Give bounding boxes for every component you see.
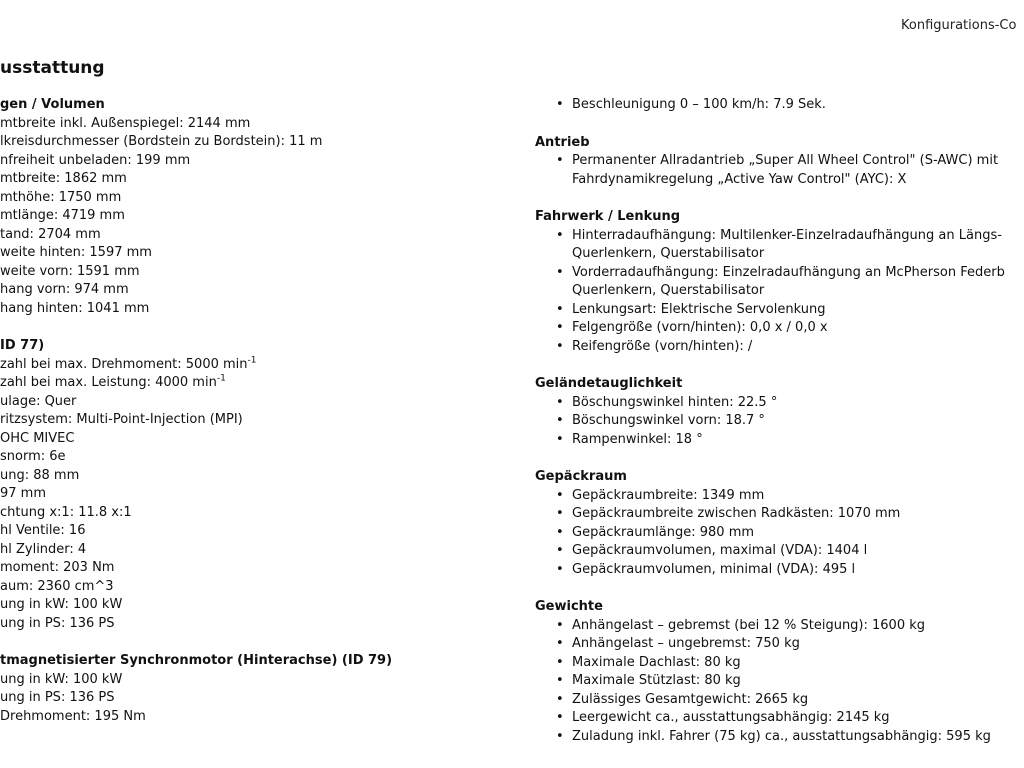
spec-line: OHC MIVEC xyxy=(0,430,75,446)
list-item: • Böschungswinkel hinten: 22.5 ° xyxy=(535,394,1024,413)
section-title-luggage: Gepäckraum xyxy=(535,469,627,484)
spec-line: weite vorn: 1591 mm xyxy=(0,263,140,279)
section-title-drivetrain: Antrieb xyxy=(535,134,590,150)
list-item: • Gepäckraumlänge: 980 mm xyxy=(535,524,1024,543)
chassis-list xyxy=(535,227,1024,357)
section-title-offroad: Geländetauglichkeit xyxy=(535,376,683,391)
list-item: • Gepäckraumvolumen, minimal (VDA): 495 l xyxy=(535,561,1024,580)
spec-line: ulage: Quer xyxy=(0,393,77,409)
spec-line: ritzsystem: Multi-Point-Injection (MPI) xyxy=(0,412,243,427)
list-item: • Reifengröße (vorn/hinten): / xyxy=(535,338,1024,357)
spec-line: moment: 203 Nm xyxy=(0,560,115,575)
spec-line: mtbreite inkl. Außenspiegel: 2144 mm xyxy=(0,115,251,131)
superscript: -1 xyxy=(216,373,226,384)
spec-line: mthöhe: 1750 mm xyxy=(0,189,122,205)
spec-line: ung in kW: 100 kW xyxy=(0,671,123,687)
spec-line: mtlänge: 4719 mm xyxy=(0,208,125,223)
spec-line: lkreisdurchmesser (Bordstein zu Bordstein): 11 m xyxy=(0,134,323,149)
list-item: Fahrdynamikregelung „Active Yaw Control" (AYC): X xyxy=(572,171,907,187)
luggage-list xyxy=(535,487,1024,580)
list-item: • Hinterradaufhängung: Multilenker-Einzelradaufhängung an Längs- xyxy=(535,227,1024,246)
page-title: usstattung xyxy=(0,58,105,78)
section-title-electric-motor: tmagnetisierter Synchronmotor (Hinterachse) (ID 79) xyxy=(0,653,393,668)
list-item: • Gepäckraumbreite: 1349 mm xyxy=(535,487,1024,506)
spec-line: hang hinten: 1041 mm xyxy=(0,300,150,316)
list-item: • Gepäckraumbreite zwischen Radkästen: 1070 mm xyxy=(535,505,1024,524)
list-item: • Beschleunigung 0 – 100 km/h: 7.9 Sek. xyxy=(535,96,1024,115)
spec-line: nfreiheit unbeladen: 199 mm xyxy=(0,152,191,168)
spec-line: ung: 88 mm xyxy=(0,467,80,483)
section-title-chassis: Fahrwerk / Lenkung xyxy=(535,209,681,224)
list-item: • Rampenwinkel: 18 ° xyxy=(535,431,1024,450)
list-item: • Böschungswinkel vorn: 18.7 ° xyxy=(535,412,1024,431)
section-title-weights: Gewichte xyxy=(535,599,603,614)
list-item: • Permanenter Allradantrieb „Super All Wheel Control" (S-AWC) mit xyxy=(535,152,1024,171)
spec-line: hl Ventile: 16 xyxy=(0,523,86,538)
list-item: • Maximale Stützlast: 80 kg xyxy=(535,672,1024,691)
spec-line: snorm: 6e xyxy=(0,449,66,464)
list-item: • Felgengröße (vorn/hinten): 0,0 x / 0,0 x xyxy=(535,319,1024,338)
offroad-list xyxy=(535,394,1024,450)
spec-line: ung in PS: 136 PS xyxy=(0,690,115,705)
list-item: • Gepäckraumvolumen, maximal (VDA): 1404 l xyxy=(535,542,1024,561)
spec-line-with-superscript xyxy=(0,356,520,375)
list-item: • Lenkungsart: Elektrische Servolenkung xyxy=(535,301,1024,320)
left-column xyxy=(0,96,520,726)
spec-line: mtbreite: 1862 mm xyxy=(0,171,127,186)
list-item: • Vorderradaufhängung: Einzelradaufhängung an McPherson Federb xyxy=(535,264,1024,283)
spec-line: tand: 2704 mm xyxy=(0,226,101,242)
spec-line-text: zahl bei max. Leistung: 4000 min xyxy=(0,375,217,390)
superscript: -1 xyxy=(247,355,257,366)
list-item: • Anhängelast – gebremst (bei 12 % Steigung): 1600 kg xyxy=(535,617,1024,636)
list-item: Querlenkern, Querstabilisator xyxy=(572,246,765,261)
list-item: • Leergewicht ca., ausstattungsabhängig: 2145 kg xyxy=(535,709,1024,728)
section-title-dimensions: gen / Volumen xyxy=(0,97,105,112)
list-item: Querlenkern, Querstabilisator xyxy=(572,283,765,298)
list-item: • Zuladung inkl. Fahrer (75 kg) ca., ausstattungsabhängig: 595 kg xyxy=(535,728,1024,747)
spec-line: hl Zylinder: 4 xyxy=(0,541,87,557)
spec-line: chtung x:1: 11.8 x:1 xyxy=(0,504,132,520)
spec-line: weite hinten: 1597 mm xyxy=(0,245,152,260)
spec-line: hang vorn: 974 mm xyxy=(0,282,129,297)
section-title-engine: ID 77) xyxy=(0,338,45,353)
spec-line-text: zahl bei max. Drehmoment: 5000 min xyxy=(0,356,248,372)
header-document-title: Konfigurations-Co xyxy=(901,18,1017,33)
spec-line: ung in PS: 136 PS xyxy=(0,615,115,631)
list-item: • Maximale Dachlast: 80 kg xyxy=(535,654,1024,673)
list-item: • Anhängelast – ungebremst: 750 kg xyxy=(535,635,1024,654)
list-item: • Zulässiges Gesamtgewicht: 2665 kg xyxy=(535,691,1024,710)
right-column xyxy=(535,96,1024,746)
spec-line: 97 mm xyxy=(0,486,47,501)
spec-line-with-superscript xyxy=(0,374,520,393)
spec-line: Drehmoment: 195 Nm xyxy=(0,708,146,724)
drivetrain-list xyxy=(535,152,1024,189)
spec-line: ung in kW: 100 kW xyxy=(0,597,123,612)
performance-list xyxy=(535,96,1024,115)
weights-list xyxy=(535,617,1024,747)
spec-line: aum: 2360 cm^3 xyxy=(0,578,114,594)
